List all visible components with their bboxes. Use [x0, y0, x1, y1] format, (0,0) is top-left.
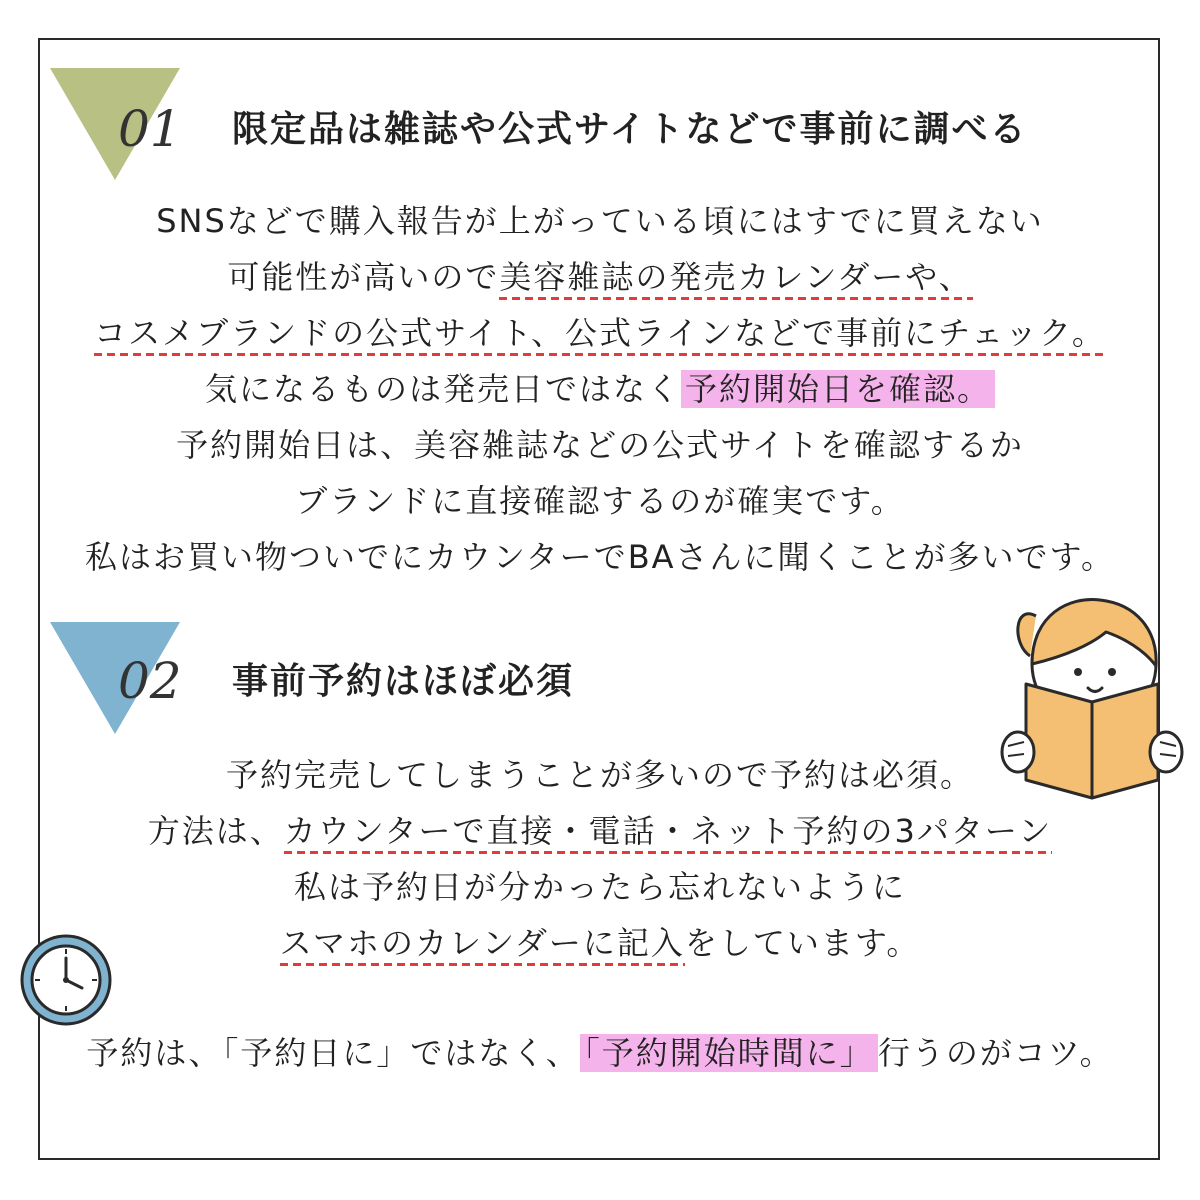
section2-line-4-underlined: スマホのカレンダーに記入: [280, 924, 685, 966]
section1-line-1: [60, 198, 1140, 244]
section2-line-5: [60, 1030, 1140, 1076]
section1-line-3: [60, 310, 1140, 356]
section2-line-1-text: 予約完売してしまうことが多いので予約は必須。: [225, 756, 974, 794]
section1-line-2-text: 可能性が高いので: [227, 258, 500, 296]
section2-line-4-text: をしています。: [684, 924, 921, 962]
section2-line-5-highlight: 「予約開始時間に」: [580, 1034, 878, 1072]
section1-line-5-text: 予約開始日は、美容雑誌などの公式サイトを確認するか: [176, 426, 1024, 464]
section2-line-2-text: 方法は、: [147, 812, 284, 850]
section1-line-6: [60, 478, 1140, 524]
section1-line-4-text: 気になるものは発売日ではなく: [204, 370, 681, 408]
section1-line-7: [60, 534, 1140, 580]
section1-line-3-underlined: コスメブランドの公式サイト、公式ラインなどで事前にチェック。: [94, 314, 1106, 356]
section2-number: 02: [118, 652, 182, 710]
section2-line-3: [60, 864, 1140, 910]
section2-line-2-underlined: カウンターで直接・電話・ネット予約の3パターン: [284, 812, 1052, 854]
girl-reading-book-icon: [996, 586, 1192, 816]
section1-line-6-text: ブランドに直接確認するのが確実です。: [295, 482, 905, 520]
section2-line-2: [60, 808, 1140, 854]
section1-line-4-highlight: 予約開始日を確認。: [681, 370, 995, 408]
section2-line-4: [60, 920, 1140, 966]
section2-line-5-text: 予約は、「予約日に」ではなく、: [86, 1034, 580, 1072]
section2-line-1: [60, 752, 1140, 798]
section2-line-3-text: 私は予約日が分かったら忘れないように: [293, 868, 906, 906]
section1-line-1-text: SNSなどで購入報告が上がっている頃にはすでに買えない: [156, 202, 1044, 240]
section1-heading: 限定品は雑誌や公式サイトなどで事前に調べる: [232, 109, 1028, 150]
section1-number: 01: [118, 100, 182, 158]
section2-heading: 事前予約はほぼ必須: [232, 661, 575, 702]
section1-line-2: [60, 254, 1140, 300]
section1-line-7-text: 私はお買い物ついでにカウンターでBAさんに聞くことが多いです。: [84, 538, 1115, 576]
section1-line-5: [60, 422, 1140, 468]
section2-line-5-tail: 行うのがコツ。: [877, 1034, 1114, 1072]
clock-icon: [18, 932, 114, 1028]
section1-line-2-underlined: 美容雑誌の発売カレンダーや、: [499, 258, 972, 300]
section1-line-4: [60, 366, 1140, 412]
